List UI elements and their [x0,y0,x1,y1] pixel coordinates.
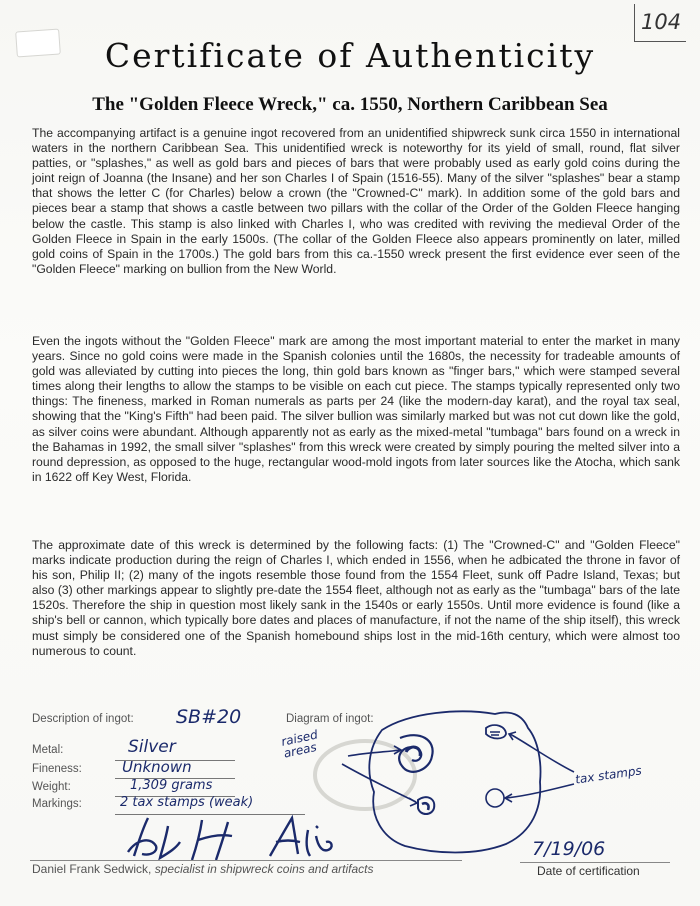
date-line [520,862,670,863]
weight-label: Weight: [32,781,71,793]
arrow-tax-1 [510,734,574,772]
signature-middle [192,820,232,860]
annotation-number: 104 [634,4,686,42]
weight-value: 1,309 grams [130,778,213,793]
fineness-value: Unknown [122,758,192,776]
description-value: SB#20 [176,706,242,728]
paragraph-1: The accompanying artifact is a genuine ingot recovered from an unidentified shipwreck sunk circa 1550 in international waters in the northern Caribbean Sea. This unidentified wreck is noteworthy for its yield of small, round, flat silver patties, or "splashes," as well as gold bars and pieces of bars that were probably used as early gold coins during the joint reign of Joanna (the Insane) and her son Charles I of Spain (1516-55). Many of the silver "splashes" bear a stamp that shows the letter C (for Charles) below a crown (the "Crowned-C" mark). In addition some of the gold bars and pieces bear a stamp that shows a castle between two pillars with the collar of the Order of the Golden Fleece hanging below the castle. This stamp is also linked with Charles I, who was credited with reviving the medieval Order of the Golden Fleece in Spain in the early 1500s. (The collar of the Golden Fleece also appears prominently on later, milled gold coins of Spain in the 1700s.) The gold bars from this ca.-1550 wreck present the first evidence ever seen of the "Golden Fleece" marking on bullion from the New World. [32,126,680,276]
paragraph-2: Even the ingots without the "Golden Fleece" mark are among the most important material to enter the market in many years. Since no gold coins were made in the Spanish colonies until the 1680s, the necessity for tradeable amounts of gold was alleviated by cutting into pieces the long, thin gold bars known as "finger bars," which were stamped several times along their lengths to allow the stamps to be visible on each cut piece. The stamps typically represented only two things: The fineness, marked in Roman numerals as parts per 24 (like the modern-day karat), and the royal tax seal, showing that the "King's Fifth" had been paid. The silver bullion was similarly marked but was not cut down like the gold, as silver coins were abundant. Although apparently not as early as the mixed-metal "tumbaga" bars found on a wreck in the Bahamas in 1992, the small silver "splashes" from this wreck were created by simply pouring the melted silver into a round depression, as opposed to the huge, rectangular wood-mold ingots from later sources like the Atocha, which sank in 1622 off Key West, Florida. [32,334,680,484]
signature-line [30,860,462,861]
annotation-raised-areas: raised areas [279,727,319,761]
arrow-raised-1 [348,750,400,756]
raised-area-2-shade [422,803,429,810]
description-label: Description of ingot: [32,713,134,725]
signature-caption [32,862,374,876]
page-title: Certificate of Authenticity [104,36,596,75]
metal-label: Metal: [32,744,64,756]
metal-value: Silver [128,737,176,757]
tax-stamp-1-detail [490,732,500,735]
signature-graphic [120,812,350,864]
signer-name: Daniel Frank Sedwick, [32,862,152,876]
tax-stamp-2 [486,789,504,807]
markings-value: 2 tax stamps (weak) [120,795,254,810]
signature-first [128,818,180,858]
paragraph-3: The approximate date of this wreck is determined by the following facts: (1) The "Crowned-C" and "Golden Fleece" marks indicate production during the reign of Charles I, which ended in 1556, when he adbicated the throne in favor of his son, Philip II; (2) many of the ingots resemble those found from the 1554 Fleet, sunk off Padre Island, Texas; but also (3) other markings appear to slightly pre-date the 1554 fleet, although not as early as the "tumbaga" bars of the late 1520s. Therefore the ship in question most likely sank in the 1540s or early 1550s. Until more evidence is found (like a ship's bell or cannon, which typically bore dates and places of manufacture, if not the name of the ship itself), this wreck must simply be considered one of the Spanish homebound ships lost in the mid-16th century, which were almost too numerous to count. [32,538,680,658]
certification-date-label: Date of certification [537,864,640,878]
arrow-raised-2-head [409,798,417,806]
annotation-tax-stamps: tax stamps [574,763,643,787]
signer-title: specialist in shipwreck coins and artifacts [154,862,374,876]
diagram-label: Diagram of ingot: [286,713,374,725]
raised-area-2 [418,797,434,814]
markings-label: Markings: [32,798,82,810]
raised-area-1-shade [406,747,420,756]
signature-last [270,818,332,856]
certification-date-value: 7/19/06 [532,838,606,860]
fineness-label: Fineness: [32,763,82,775]
page-subtitle: The "Golden Fleece Wreck," ca. 1550, Northern Caribbean Sea [92,94,608,115]
